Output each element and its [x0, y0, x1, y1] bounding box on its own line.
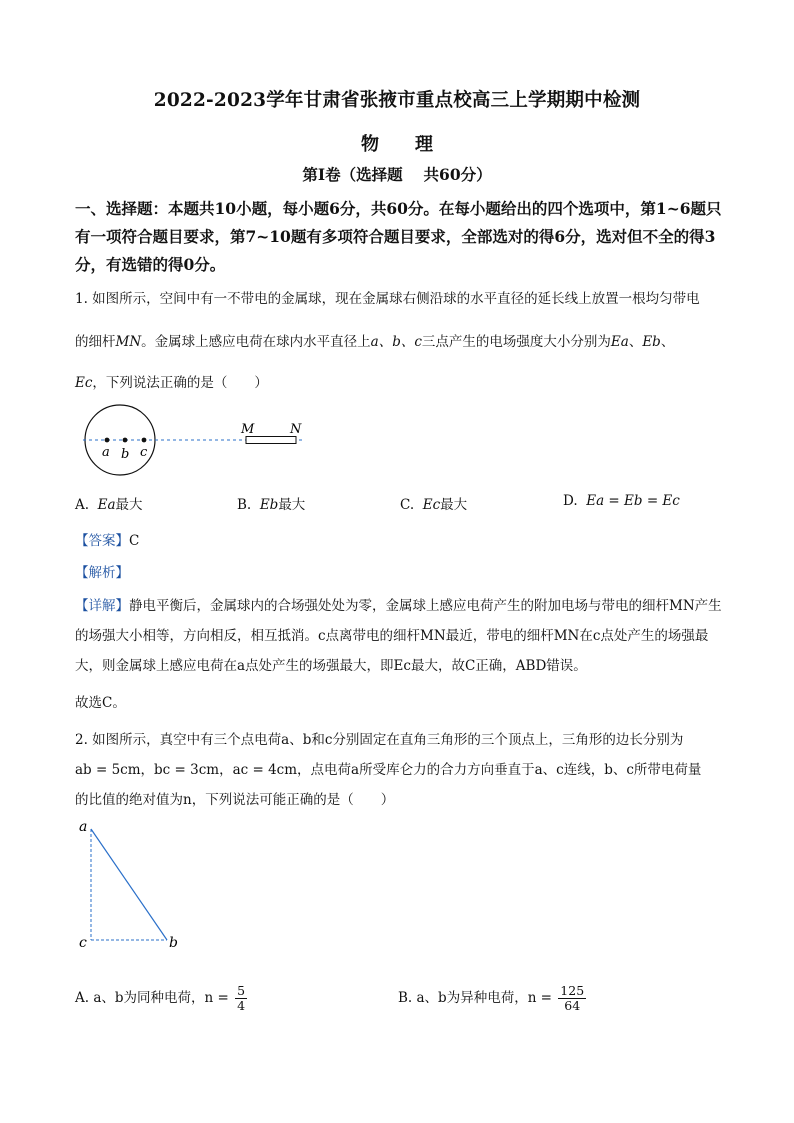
- denominator: 64: [564, 998, 581, 1013]
- q1-option-d[interactable]: [563, 493, 680, 509]
- fraction-5-4: [235, 984, 247, 1013]
- q1-text-c: 三点产生的电场强度大小分别为: [421, 334, 611, 350]
- q1-text-b: 。金属球上感应电荷在球内水平直径上: [141, 334, 371, 350]
- option-text: 最大: [278, 497, 306, 513]
- q1-option-c[interactable]: [400, 493, 467, 513]
- option-label: D.: [563, 493, 578, 509]
- label-a: a: [102, 445, 110, 460]
- q1-line-2: [75, 331, 725, 353]
- point-b: [123, 438, 128, 443]
- q1-prompt: ，下列说法正确的是（ ）: [92, 375, 268, 391]
- option-label: A.: [75, 497, 90, 513]
- subject-char-2: 理: [415, 134, 433, 155]
- q2-text: [75, 725, 725, 815]
- side-ab: [91, 829, 167, 940]
- q1-abc: a、b、c: [370, 334, 422, 350]
- q1-ec: Ec: [75, 375, 93, 391]
- option-text: 最大: [115, 497, 143, 513]
- detail-tag: 【详解】: [75, 598, 129, 614]
- option-label: C.: [400, 497, 415, 513]
- option-label: B.: [237, 497, 252, 513]
- q2-line-2: ab = 5cm，bc = 3cm，ac = 4cm，点电荷a所受库仑力的合力方向垂直于a、c连线，b、c所带电荷量: [75, 762, 702, 778]
- part-heading: 第Ⅰ卷（选择题 共60分）: [302, 165, 492, 184]
- vertex-a: a: [79, 819, 88, 835]
- q1-sep-1: 、: [628, 334, 643, 350]
- fraction-125-64: [558, 984, 586, 1013]
- section-heading: 一、选择题：本题共10小题，每小题6分，共60分。在每小题给出的四个选项中，第1~6题只有一项符合题目要求，第7~10题有多项符合题目要求，全部选对的得6分，选对但不全的得3分，有选错的得0分。: [75, 199, 722, 274]
- q1-analysis-tag: [75, 561, 129, 581]
- q1-choose: 故选C。: [75, 695, 126, 711]
- vertex-c: c: [79, 935, 87, 951]
- denominator: 4: [237, 998, 246, 1013]
- label-m: M: [241, 422, 255, 437]
- answer-tag: 【答案】: [75, 533, 129, 549]
- q2-line-1: 2. 如图所示，真空中有三个点电荷a、b和c分别固定在直角三角形的三个顶点上，三角形的边长分别为: [75, 732, 684, 748]
- q1-ea: Ea: [610, 334, 629, 350]
- q1-mn: MN: [115, 334, 142, 350]
- option-text: A. a、b为同种电荷，n =: [75, 990, 229, 1006]
- vertex-b: b: [169, 935, 178, 951]
- subject-title: [0, 130, 794, 156]
- option-text: 最大: [440, 497, 468, 513]
- numerator: 125: [560, 983, 585, 998]
- exam-title: 2022-2023学年甘肃省张掖市重点校高三上学期期中检测: [153, 90, 641, 111]
- q1-sep-2: 、: [660, 334, 675, 350]
- explanation-text: 静电平衡后，金属球内的合场强处处为零，金属球上感应电荷产生的附加电场与带电的细杆MN产生的场强大小相等，方向相反，相互抵消。c点离带电的细杆MN最近，带电的细杆MN在c点处产生的场强最大，则金属球上感应电荷在a点处产生的场强最大，即Ec最大，故C正确，ABD错误。: [75, 598, 722, 674]
- q1-answer: [75, 529, 139, 549]
- option-symbol: Ec: [422, 497, 441, 513]
- rod-mn: [246, 437, 296, 444]
- q1-option-b[interactable]: [237, 493, 305, 513]
- option-text: B. a、b为异种电荷，n =: [398, 990, 552, 1006]
- q2-option-a[interactable]: [75, 984, 247, 1013]
- numerator: 5: [237, 983, 246, 998]
- q2-line-3: 的比值的绝对值为n，下列说法可能正确的是（ ）: [75, 792, 395, 808]
- option-symbol: Ea: [97, 497, 116, 513]
- label-b: b: [121, 447, 130, 462]
- option-symbol: Eb: [259, 497, 279, 513]
- point-a: [105, 438, 110, 443]
- q1-figure: [75, 400, 315, 480]
- q1-text-a: 的细杆: [75, 334, 116, 350]
- q1-eb: Eb: [642, 334, 661, 350]
- q1-line-3: [75, 372, 725, 394]
- option-symbol: Ea = Eb = Ec: [586, 493, 680, 509]
- label-c: c: [140, 445, 148, 460]
- label-n: N: [290, 422, 302, 437]
- q1-option-a[interactable]: [75, 493, 143, 513]
- q2-figure: [75, 815, 195, 955]
- subject-char-1: 物: [361, 134, 379, 155]
- answer-value: C: [129, 533, 140, 549]
- analysis-tag: 【解析】: [75, 565, 129, 581]
- q2-option-b[interactable]: [398, 984, 586, 1013]
- q1-line-1: 1. 如图所示，空间中有一不带电的金属球，现在金属球右侧沿球的水平直径的延长线上放置一根均匀带电: [75, 291, 700, 307]
- q1-explanation: [75, 591, 725, 681]
- point-c: [142, 438, 147, 443]
